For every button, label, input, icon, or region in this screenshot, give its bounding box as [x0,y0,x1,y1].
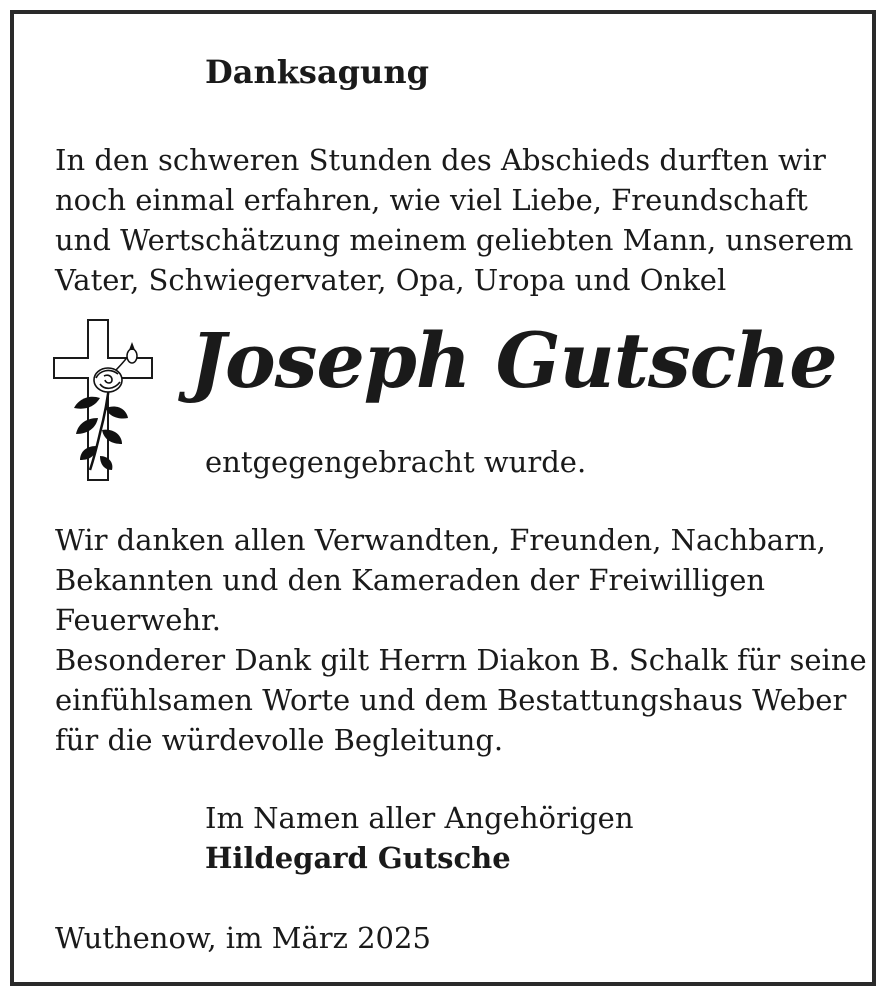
cross-with-rose-icon [50,318,156,483]
intro-line: Vater, Schwiegervater, Opa, Uropa und Onkel [55,263,727,297]
place-date: Wuthenow, im März 2025 [55,921,431,955]
deceased-name: Joseph Gutsche [190,316,837,405]
thanks-line: einfühlsamen Worte und dem Bestattungshaus Weber [55,683,847,717]
intro-line: und Wertschätzung meinem geliebten Mann, unserem [55,223,854,257]
thanks-line: Besonderer Dank gilt Herrn Diakon B. Schalk für seine [55,643,867,677]
thanks-line: für die würdevolle Begleitung. [55,723,504,757]
after-name-text: entgegengebracht wurde. [205,445,587,479]
thanks-line: Wir danken allen Verwandten, Freunden, Nachbarn, [55,523,826,557]
thanks-paragraph [55,520,867,760]
heading: Danksagung [205,53,429,91]
signature-intro: Im Namen aller Angehörigen [205,801,634,835]
intro-paragraph [55,140,853,300]
thanks-line: Bekannten und den Kameraden der Freiwilligen [55,563,766,597]
signature-name: Hildegard Gutsche [205,841,511,875]
thanks-line: Feuerwehr. [55,603,221,637]
intro-line: noch einmal erfahren, wie viel Liebe, Freundschaft [55,183,808,217]
intro-line: In den schweren Stunden des Abschieds durften wir [55,143,826,177]
